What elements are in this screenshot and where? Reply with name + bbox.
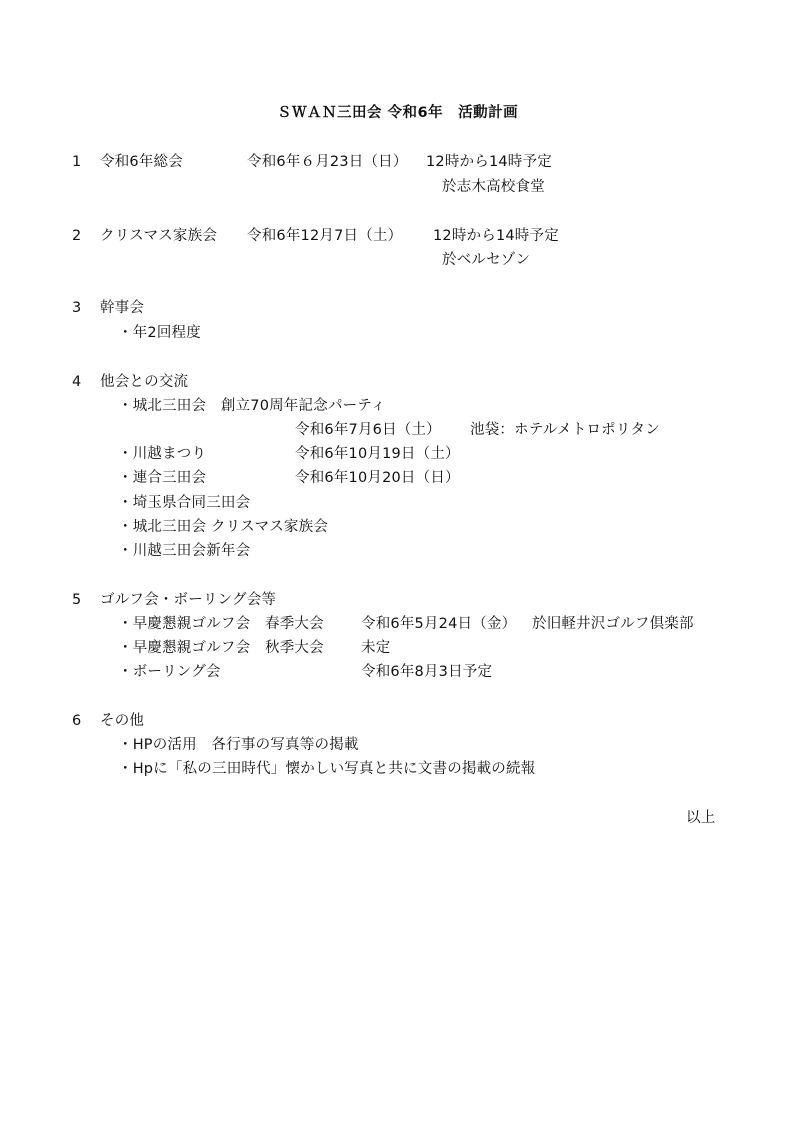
section-5-item-label: ・ボーリング会: [118, 664, 221, 680]
section-4-item-date: 令和6年7月6日（土）: [295, 422, 441, 438]
section-5-number: 5: [72, 592, 82, 608]
section-1-venue: 於志木高校食堂: [442, 179, 545, 195]
section-5-item-label: ・早慶懇親ゴルフ会 秋季大会: [118, 640, 324, 656]
section-1-heading: 令和6年総会: [100, 154, 183, 170]
document-title: ＳＷＡＮ三田会 令和6年 活動計画: [277, 105, 519, 121]
section-4-item-label: ・川越まつり: [118, 446, 207, 462]
section-2-number: 2: [72, 228, 82, 244]
section-3-number: 3: [72, 300, 82, 316]
section-2-time: 12時から14時予定: [433, 228, 559, 244]
section-1-time: 12時から14時予定: [426, 154, 552, 170]
section-2-date: 令和6年12月7日（土）: [247, 228, 403, 244]
section-5-heading: ゴルフ会・ボーリング会等: [100, 592, 277, 608]
section-4-item-label: ・埼玉県合同三田会: [118, 495, 251, 511]
section-4-item-label: ・連合三田会: [118, 470, 207, 486]
section-6-item: ・Hpに「私の三田時代」懐かしい写真と共に文書の掲載の続報: [118, 761, 536, 777]
section-4-item-note: 池袋：ホテルメトロポリタン: [470, 422, 660, 438]
section-5-item-note: 於旧軽井沢ゴルフ倶楽部: [532, 616, 694, 632]
section-6-heading: その他: [100, 713, 145, 729]
section-3-item: ・年2回程度: [118, 325, 201, 341]
section-6-item: ・HPの活用 各行事の写真等の掲載: [118, 737, 359, 753]
section-6-number: 6: [72, 713, 82, 729]
section-4-item-label: ・城北三田会 創立70周年記念パーティ: [118, 398, 386, 414]
section-5-item-label: ・早慶懇親ゴルフ会 春季大会: [118, 616, 324, 632]
section-4-heading: 他会との交流: [100, 374, 189, 390]
section-1-number: 1: [72, 154, 82, 170]
section-1-date: 令和6年６月23日（日）: [247, 154, 408, 170]
section-4-item-label: ・川越三田会新年会: [118, 543, 251, 559]
section-5-item-date: 令和6年8月3日予定: [361, 664, 493, 680]
section-2-heading: クリスマス家族会: [100, 228, 218, 244]
section-5-item-date: 令和6年5月24日（金）: [361, 616, 517, 632]
section-5-item-date: 未定: [361, 640, 391, 656]
section-4-number: 4: [72, 374, 82, 390]
closing-text: 以上: [686, 810, 716, 826]
section-3-heading: 幹事会: [100, 300, 145, 316]
section-2-venue: 於ベルセゾン: [442, 252, 531, 268]
section-4-item-label: ・城北三田会 クリスマス家族会: [118, 519, 329, 535]
section-4-item-date: 令和6年10月20日（日）: [295, 470, 460, 486]
section-4-item-date: 令和6年10月19日（土）: [295, 446, 460, 462]
